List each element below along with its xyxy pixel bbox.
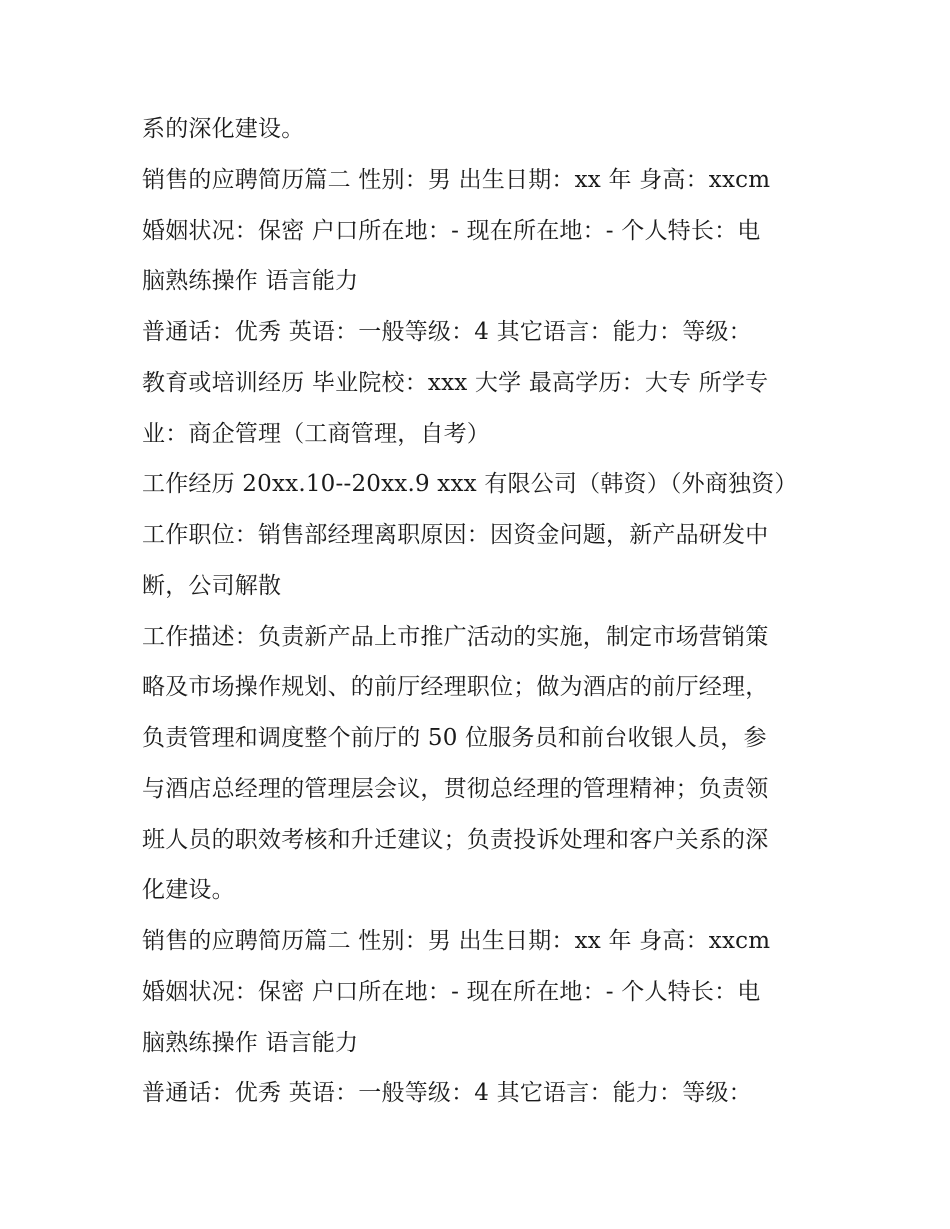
- text-line: 婚姻状况：保密 户口所在地：- 现在所在地：- 个人特长：电: [142, 217, 761, 244]
- text-line: 销售的应聘简历篇二 性别：男 出生日期：xx 年 身高：xxcm: [142, 166, 771, 193]
- document-body: [142, 104, 832, 1119]
- text-line: 普通话：优秀 英语：一般等级：4 其它语言：能力：等级：: [142, 319, 752, 345]
- text-line: 教育或培训经历 毕业院校：xxx 大学 最高学历：大专 所学专: [142, 369, 769, 396]
- text-line: 工作描述：负责新产品上市推广活动的实施，制定市场营销策: [142, 623, 769, 650]
- text-line: 工作经历 20xx.10--20xx.9 xxx 有限公司（韩资）（外商独资）: [142, 471, 798, 498]
- text-line: 系的深化建设。: [142, 116, 305, 142]
- text-line: 工作职位：销售部经理离职原因：因资金问题，新产品研发中: [142, 522, 769, 548]
- text-line: 业：商企管理（工商管理，自考）: [142, 420, 490, 447]
- text-line: 销售的应聘简历篇二 性别：男 出生日期：xx 年 身高：xxcm: [142, 928, 771, 954]
- text-line: 班人员的职效考核和升迁建议；负责投诉处理和客户关系的深: [142, 826, 769, 853]
- text-line: 婚姻状况：保密 户口所在地：- 现在所在地：- 个人特长：电: [142, 978, 761, 1005]
- text-line: 略及市场操作规划、的前厅经理职位；做为酒店的前厅经理，: [142, 674, 769, 701]
- text-line: 化建设。: [142, 877, 235, 904]
- text-line: 脑熟练操作 语言能力: [142, 1029, 359, 1056]
- text-line: 与酒店总经理的管理层会议，贯彻总经理的管理精神；负责领: [142, 775, 769, 802]
- text-line: 负责管理和调度整个前厅的 50 位服务员和前台收银人员，参: [142, 725, 767, 751]
- text-line: 断，公司解散: [142, 572, 282, 599]
- text-line: 脑熟练操作 语言能力: [142, 268, 359, 295]
- text-line: 普通话：优秀 英语：一般等级：4 其它语言：能力：等级：: [142, 1080, 752, 1107]
